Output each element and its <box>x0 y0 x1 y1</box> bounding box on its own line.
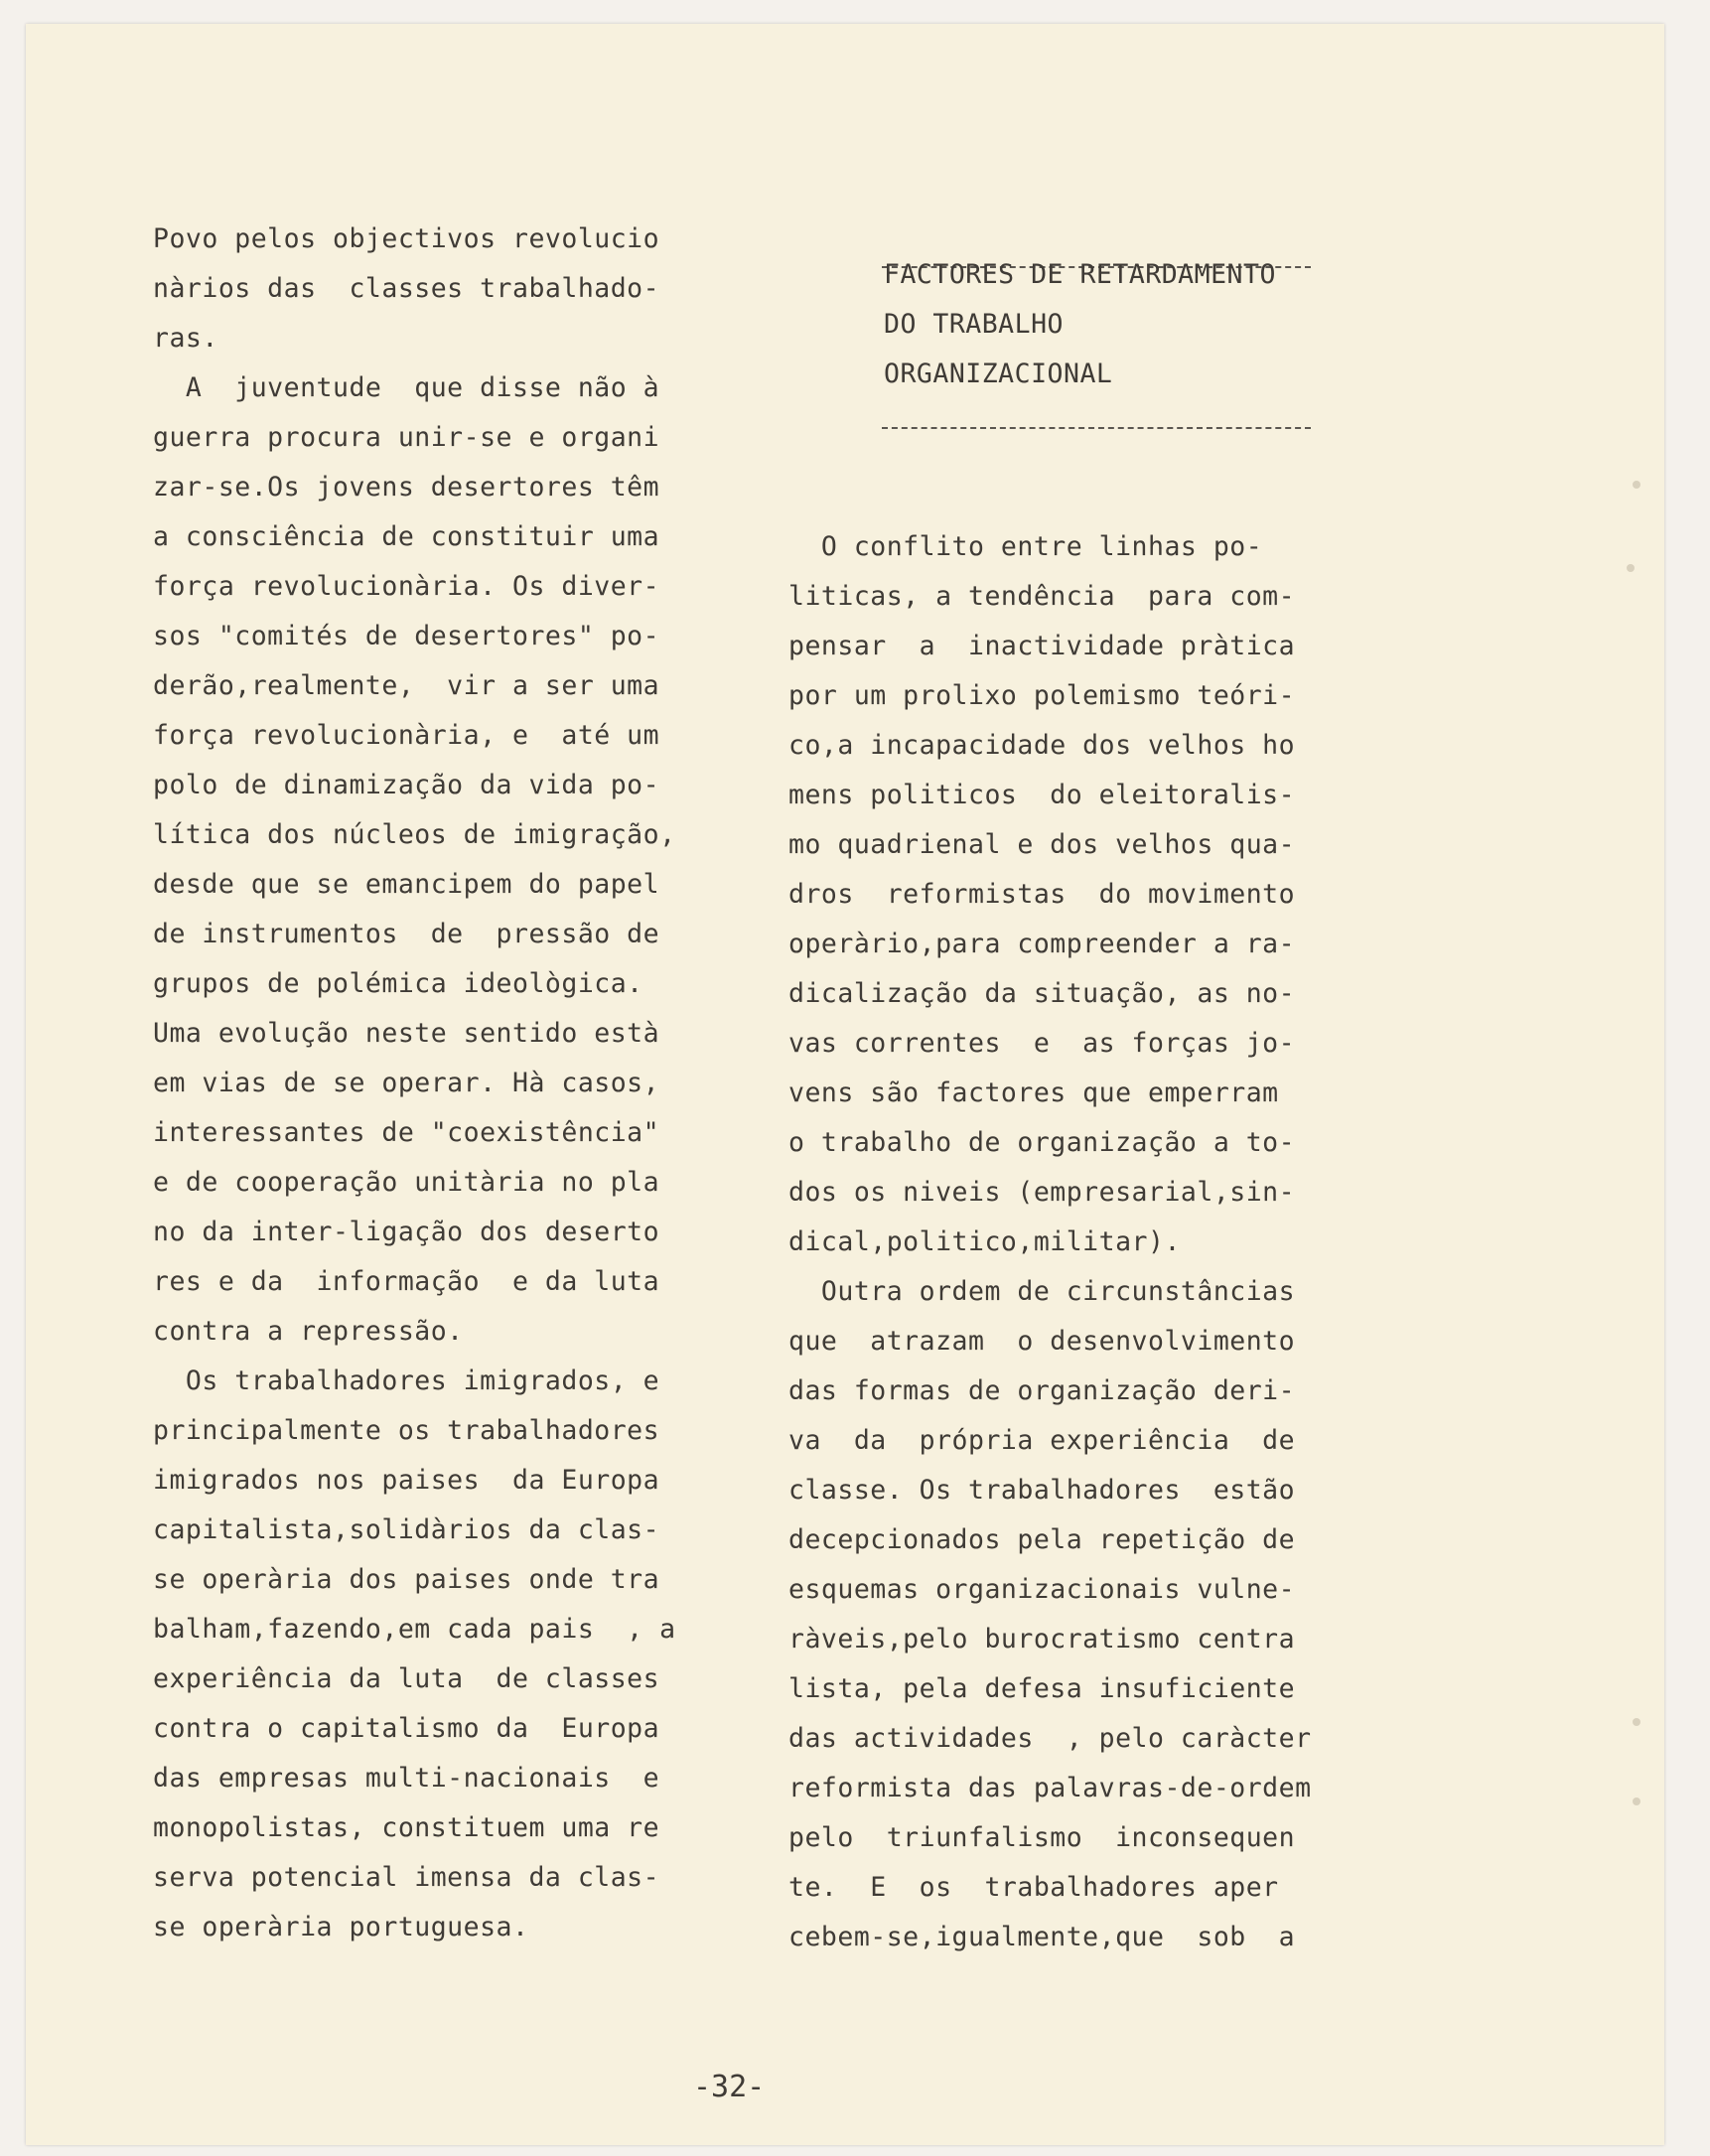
left-column-line: guerra procura unir-se e organi <box>153 422 660 453</box>
right-column-line: Outra ordem de circunstâncias <box>788 1276 1296 1307</box>
left-column-line: em vias de se operar. Hà casos, <box>153 1068 660 1098</box>
binder-hole-mark <box>1633 1797 1640 1805</box>
binder-hole-mark <box>1633 481 1640 489</box>
left-column-line: interessantes de "coexistência" <box>153 1117 660 1148</box>
left-column-line: sos "comités de desertores" po- <box>153 621 660 651</box>
left-column-line: força revolucionària, e até um <box>153 720 660 751</box>
heading-bottom-rule <box>882 427 1311 429</box>
right-column-line: pelo triunfalismo inconsequen <box>788 1822 1296 1853</box>
left-column-line: desde que se emancipem do papel <box>153 869 660 900</box>
left-column-line: experiência da luta de classes <box>153 1663 660 1694</box>
right-column-line: que atrazam o desenvolvimento <box>788 1326 1296 1357</box>
left-column-line: força revolucionària. Os diver- <box>153 571 660 602</box>
heading-line: DO TRABALHO <box>884 309 1064 340</box>
left-column-line: se operària portuguesa. <box>153 1912 529 1942</box>
left-column-line: contra o capitalismo da Europa <box>153 1713 660 1744</box>
right-column-line: mens politicos do eleitoralis- <box>788 780 1296 810</box>
left-column-line: capitalista,solidàrios da clas- <box>153 1514 660 1545</box>
right-column-line: reformista das palavras-de-ordem <box>788 1773 1312 1803</box>
right-column-line: co,a incapacidade dos velhos ho <box>788 730 1296 761</box>
right-column-line: va da própria experiência de <box>788 1425 1296 1456</box>
left-column-line: das empresas multi-nacionais e <box>153 1763 660 1794</box>
right-column-line: por um prolixo polemismo teóri- <box>788 680 1296 711</box>
left-column-line: A juventude que disse não à <box>153 372 660 403</box>
left-column-line: polo de dinamização da vida po- <box>153 770 660 800</box>
right-column-line: O conflito entre linhas po- <box>788 531 1263 562</box>
left-column-line: de instrumentos de pressão de <box>153 919 660 949</box>
left-column-line: a consciência de constituir uma <box>153 521 660 552</box>
heading-line: FACTORES DE RETARDAMENTO <box>884 259 1276 290</box>
left-column-line: Povo pelos objectivos revolucio <box>153 223 660 254</box>
left-column-line: contra a repressão. <box>153 1316 464 1347</box>
right-column-line: vas correntes e as forças jo- <box>788 1028 1296 1059</box>
right-column-line: das actividades , pelo caràcter <box>788 1723 1312 1754</box>
left-column-line: e de cooperação unitària no pla <box>153 1167 660 1198</box>
left-column-line: zar-se.Os jovens desertores têm <box>153 472 660 503</box>
right-column-line: ràveis,pelo burocratismo centra <box>788 1624 1296 1654</box>
right-column-line: pensar a inactividade pràtica <box>788 631 1296 661</box>
left-column-line: se operària dos paises onde tra <box>153 1564 660 1595</box>
left-column-line: serva potencial imensa da clas- <box>153 1862 660 1893</box>
right-column-line: vens são factores que emperram <box>788 1078 1279 1108</box>
right-column-line: decepcionados pela repetição de <box>788 1524 1296 1555</box>
left-column-line: Os trabalhadores imigrados, e <box>153 1365 660 1396</box>
right-column-line: te. E os trabalhadores aper <box>788 1872 1279 1903</box>
left-column-line: no da inter-ligação dos deserto <box>153 1217 660 1247</box>
right-column-line: cebem-se,igualmente,que sob a <box>788 1922 1296 1952</box>
left-column-line: nàrios das classes trabalhado- <box>153 273 660 304</box>
right-column-line: classe. Os trabalhadores estão <box>788 1475 1296 1506</box>
left-column-line: imigrados nos paises da Europa <box>153 1465 660 1496</box>
right-column-line: dros reformistas do movimento <box>788 879 1296 910</box>
right-column-line: esquemas organizacionais vulne- <box>788 1574 1296 1605</box>
left-column-line: grupos de polémica ideològica. <box>153 968 643 999</box>
paper-sheet <box>26 24 1664 2145</box>
right-column-line: das formas de organização deri- <box>788 1375 1296 1406</box>
left-column-line: lítica dos núcleos de imigração, <box>153 819 676 850</box>
left-column-line: balham,fazendo,em cada pais , a <box>153 1614 676 1645</box>
left-column-text <box>153 215 676 1952</box>
right-column-line: lista, pela defesa insuficiente <box>788 1673 1296 1704</box>
right-column-line: o trabalho de organização a to- <box>788 1127 1296 1158</box>
binder-hole-mark <box>1627 564 1635 572</box>
right-column-line: mo quadrienal e dos velhos qua- <box>788 829 1296 860</box>
left-column-line: monopolistas, constituem uma re <box>153 1812 660 1843</box>
right-column-text <box>788 522 1312 1962</box>
left-column-line: res e da informação e da luta <box>153 1266 660 1297</box>
left-column-line: principalmente os trabalhadores <box>153 1415 660 1446</box>
right-column-line: operàrio,para compreender a ra- <box>788 929 1296 959</box>
left-column-line: Uma evolução neste sentido està <box>153 1018 660 1049</box>
right-column-line: dicalização da situação, as no- <box>788 978 1296 1009</box>
right-column-line: dos os niveis (empresarial,sin- <box>788 1177 1296 1208</box>
left-column-line: ras. <box>153 323 218 354</box>
heading-line: ORGANIZACIONAL <box>884 359 1113 389</box>
left-column-line: derão,realmente, vir a ser uma <box>153 670 660 701</box>
section-heading <box>884 250 1276 399</box>
right-column-line: liticas, a tendência para com- <box>788 581 1296 612</box>
right-column-line: dical,politico,militar). <box>788 1226 1181 1257</box>
binder-hole-mark <box>1633 1718 1640 1726</box>
page-number: -32- <box>693 2070 766 2104</box>
